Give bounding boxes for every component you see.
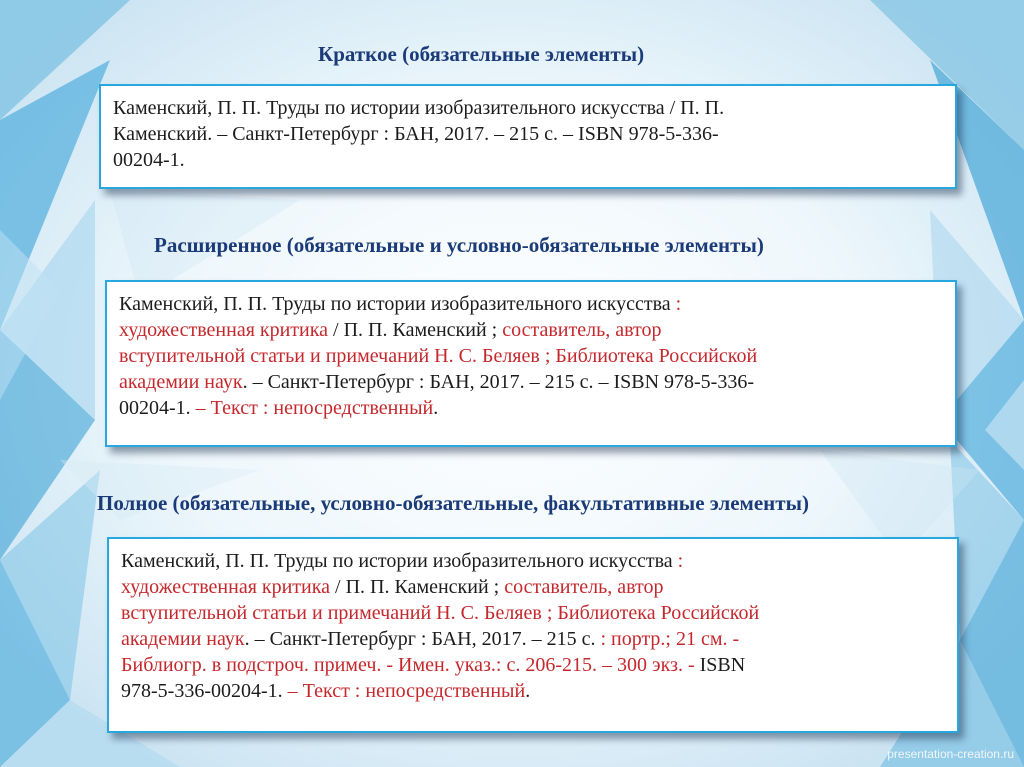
- citation-line: [121, 652, 947, 678]
- citation-text-required: 00204-1.: [119, 397, 196, 419]
- citation-text-required: Каменский, П. П. Труды по истории изобразительного искусства: [121, 550, 678, 572]
- citation-text-required: / П. П. Каменский ;: [328, 319, 503, 341]
- section-heading-extended: Расширенное (обязательные и условно-обязательные элементы): [154, 233, 764, 257]
- citation-text-optional: вступительной статьи и примечаний Н. С. Беляев ; Библиотека Российской: [119, 345, 758, 367]
- citation-text-optional: – Текст : непосредственный: [287, 680, 526, 702]
- citation-text-optional: составитель, автор: [502, 319, 662, 341]
- citation-line: [121, 678, 947, 704]
- citation-text-optional: :: [677, 550, 684, 572]
- citation-text-required: 00204-1.: [113, 149, 185, 171]
- citation-text-optional: : портр.; 21 см. -: [600, 628, 740, 650]
- citation-box-short: [99, 84, 957, 189]
- citation-line: [119, 369, 945, 395]
- citation-text-required: 978-5-336-00204-1.: [121, 680, 288, 702]
- citation-line: [119, 343, 945, 369]
- citation-text-required: ISBN: [694, 654, 746, 676]
- citation-text-required: Каменский, П. П. Труды по истории изобразительного искусства: [119, 293, 676, 315]
- citation-text-optional: составитель, автор: [504, 576, 664, 598]
- citation-text-optional: :: [675, 293, 682, 315]
- citation-line: [113, 95, 945, 121]
- citation-text-optional: вступительной статьи и примечаний Н. С. Беляев ; Библиотека Российской: [121, 602, 760, 624]
- watermark: presentation-creation.ru: [887, 747, 1014, 761]
- citation-box-extended: [105, 280, 957, 447]
- citation-line: [119, 395, 945, 421]
- citation-box-full: [107, 537, 959, 733]
- citation-text-optional: академии наук: [121, 628, 245, 650]
- citation-line: [121, 600, 947, 626]
- citation-line: [121, 574, 947, 600]
- citation-text-required: . – Санкт-Петербург : БАН, 2017. – 215 с. – ISBN 978-5-336-: [242, 371, 754, 393]
- citation-text-optional: художественная критика: [121, 576, 331, 598]
- section-heading-full: Полное (обязательные, условно-обязательные, факультативные элементы): [97, 491, 809, 515]
- section-heading-short: Краткое (обязательные элементы): [318, 42, 645, 66]
- citation-text-required: Каменский, П. П. Труды по истории изобразительного искусства / П. П.: [113, 97, 725, 119]
- citation-text-required: . – Санкт-Петербург : БАН, 2017. – 215 с.: [244, 628, 601, 650]
- citation-text-optional: академии наук: [119, 371, 243, 393]
- citation-text-optional: Библиогр. в подстроч. примеч. - Имен. указ.: с. 206-215. – 300 экз. -: [121, 654, 695, 676]
- citation-line: [119, 291, 945, 317]
- citation-line: [121, 626, 947, 652]
- citation-line: [113, 121, 945, 147]
- citation-text-optional: – Текст : непосредственный: [195, 397, 434, 419]
- citation-text-required: / П. П. Каменский ;: [330, 576, 505, 598]
- citation-text-optional: художественная критика: [119, 319, 329, 341]
- citation-line: [121, 548, 947, 574]
- citation-text-required: Каменский. – Санкт-Петербург : БАН, 2017. – 215 с. – ISBN 978-5-336-: [113, 123, 719, 145]
- citation-line: [113, 147, 945, 173]
- citation-line: [119, 317, 945, 343]
- citation-text-required: .: [433, 397, 439, 419]
- citation-text-required: .: [525, 680, 531, 702]
